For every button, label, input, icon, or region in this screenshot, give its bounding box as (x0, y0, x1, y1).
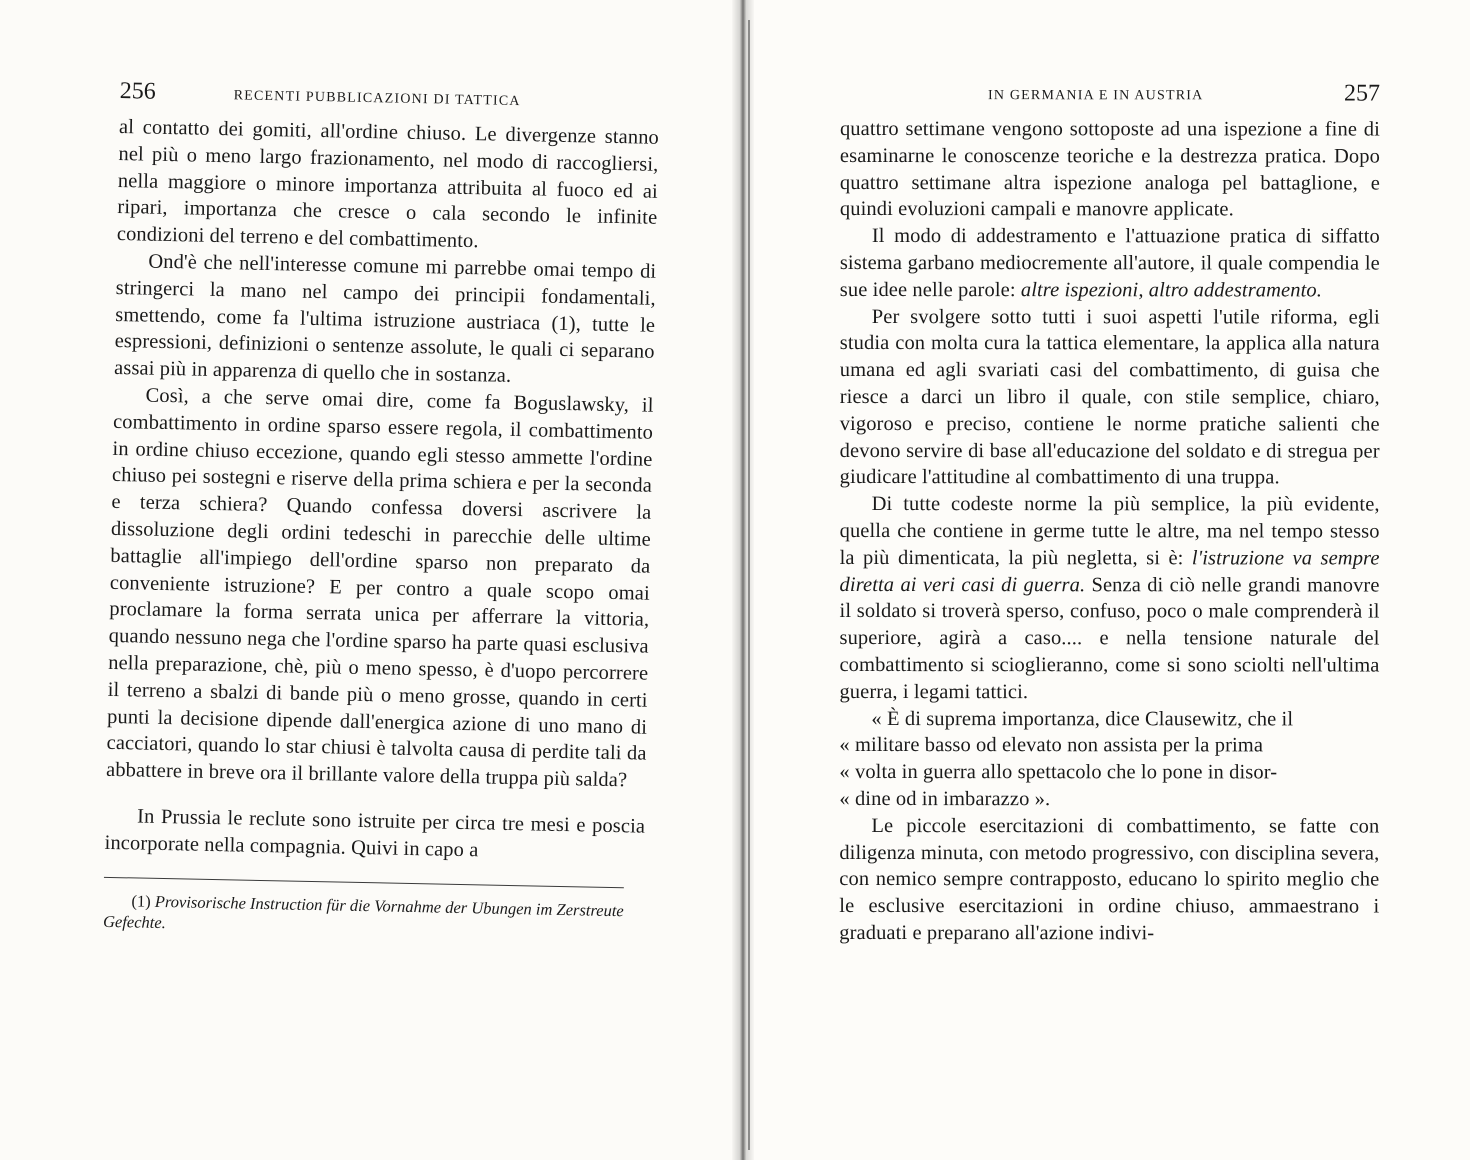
quote-line-3: « volta in guerra allo spettacolo che lo pone in disor- (839, 761, 1278, 784)
right-body-text (839, 116, 1380, 947)
left-paragraph-2: Ond'è che nell'interesse comune mi parrebbe omai tempo di stringerci la mano nel campo dei principii fondamentali, smettendo, come fa l'ultima istruzione austriaca (1), tutte le espressioni, definizioni o sentenze assolute, le quali ci separano assai più in apparenza di quello che in sostanza. (113, 250, 657, 388)
footnote-mark: (1) (131, 890, 151, 911)
quote-line-1: « È di suprema importanza, dice Clausewitz, che il (871, 707, 1294, 730)
clausewitz-quote (839, 706, 1379, 814)
right-paragraph-2-italic: altre ispezioni, altro addestramento. (1020, 278, 1322, 302)
right-page-number: 257 (1343, 80, 1380, 107)
book-gutter (732, 0, 754, 1160)
right-paragraph-4-rest: Senza di ciò nelle grandi manovre il soldato si troverà sperso, confuso, poco o male comprenderà il superiore, agirà a caso.... e nella tensione naturale del combattimento si scioglieranno, come si sono sciolti nell'ultima guerra, i legami tattici. (839, 573, 1380, 703)
right-paragraph-4 (839, 491, 1379, 706)
footnote-text: Provisorische Instruction für die Vornahme der Ubungen im Zerstreute Gefechte. (102, 891, 624, 932)
footnote-rule (104, 876, 624, 887)
right-paragraph-1: quattro settimane vengono sottoposte ad una ispezione a fine di esaminarne le conoscenze teoriche e la destrezza pratica. Dopo quattro settimane altra ispezione analoga pel battaglione, e quindi evoluzioni campali e manovre applicate. (839, 117, 1380, 221)
left-body-text (104, 114, 659, 867)
quote-line-4: « dine od in imbarazzo ». (839, 787, 1051, 811)
left-paragraph-1: al contatto dei gomiti, all'ordine chiuso. Le divergenze stanno nel più o meno largo frazionamento, nel modo di raccogliersi, nella maggiore o minore importanza attribuita al fuoco ed ai ripari, importanza che cresce o cala secondo le infinite condizioni del terreno e del combattimento. (116, 115, 660, 253)
right-paragraph-4-text: Di tutte codeste norme la più semplice, la più evidente, quella che contiene in germe tutte le altre, ma nel tempo stesso la più dimenticata, la più negletta, si è: (839, 493, 1380, 570)
right-page-content (839, 80, 1380, 947)
right-running-head (840, 80, 1380, 110)
right-paragraph-2-text: Il modo di addestramento e l'attuazione pratica di siffatto sistema garbano mediocremente all'autore, il quale compendia le sue idee nelle parole: (839, 225, 1380, 301)
right-paragraph-3: Per svolgere sotto tutti i suoi aspetti l'utile riforma, egli studia con molta cura la tattica elementare, la applica alla natura umana ed agli svariati casi del combattimento, di guisa che riesce a darci un libro il quale, con stile semplice, chiaro, vigoroso e preciso, contiene le norme pratiche salienti che devono servire di base all'educazione del soldato e di stregua per giudicare l'attitudine al combattimento di una truppa. (839, 305, 1380, 489)
left-page-content (103, 78, 660, 942)
left-page-number: 256 (119, 78, 156, 105)
right-running-title: IN GERMANIA E IN AUSTRIA (987, 88, 1204, 104)
right-paragraph-6: Le piccole esercitazioni di combattimento, se fatte con diligenza minuta, con metodo progressivo, con disciplina severa, con nemico sempre contrapposto, educano lo spirito meglio che le esclusive esercitazioni in ordine chiuso, ammaestrano i graduati e preparano all'azione indivi- (839, 814, 1380, 945)
right-paragraph-4-italic: l'istruzione va sempre diretta ai veri casi di guerra. (839, 547, 1380, 596)
right-paragraph-2 (840, 223, 1380, 304)
gutter-shadow-line (748, 20, 750, 1150)
left-paragraph-3: Così, a che serve omai dire, come fa Boguslawsky, il combattimento in ordine sparso essere regola, il combattimento in ordine chiuso eccezione, quando egli stesso ammette l'ordine chiuso pei sostegni e riserve della prima schiera e per la seconda e terza schiera? Quando confessa doversi ascrivere la dissoluzione degli ordini tedeschi in parecchie delle ultime battaglie all'impiego dell'ordine sparso non preparato da conveniente istruzione? E per contro a quale scopo omai proclamare la forma serrata unica per afferrare la vittoria, quando nessuno nega che l'ordine sparso ha parte quasi esclusiva nella preparazione, chè, più o meno spesso, è d'uopo percorrere il terreno a sbalzi di bande più o meno grosse, quando in certi punti la decisione dipende dall'energica azione di uno mano di cacciatori, quando lo star chiusi è talvolta causa di perdite tali da abbattere in breve ora il brillante valore della truppa più salda? (105, 384, 654, 792)
quote-line-2: « militare basso od elevato non assista per la prima (839, 734, 1264, 757)
left-paragraph-4: In Prussia le reclute sono istruite per circa tre mesi e poscia incorporate nella compagnia. Quivi in capo a (104, 805, 646, 862)
left-running-title: RECENTI PUBBLICAZIONI DI TATTICA (233, 88, 521, 110)
